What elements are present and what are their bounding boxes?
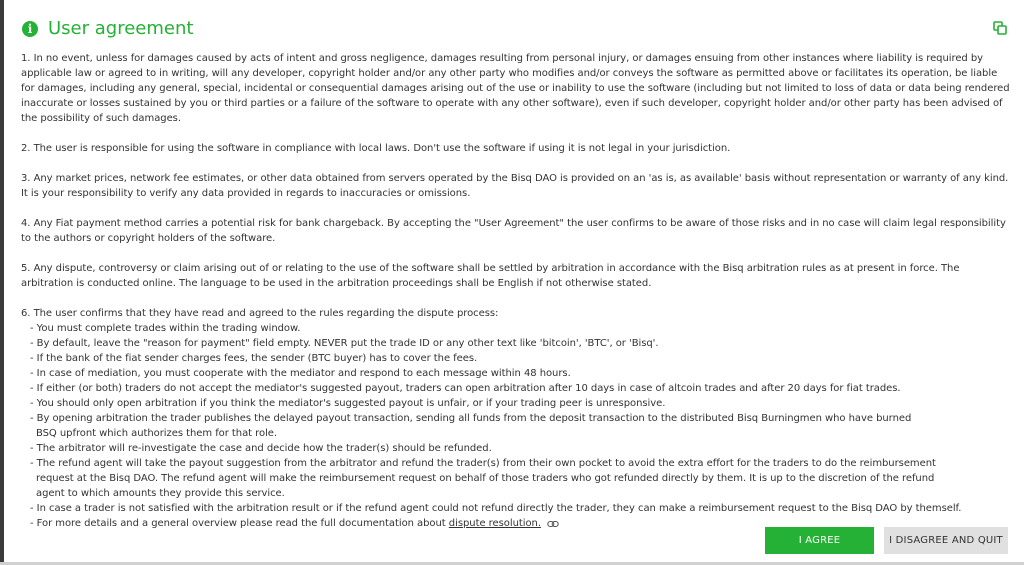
dispute-rule: - By opening arbitration the trader publishes the delayed payout transaction, sending all funds from the deposit transaction to the distributed Bisq Burningmen who have burned BSQ upfront which authorizes them for that role. <box>30 413 912 439</box>
agreement-paragraph-4: 4. Any Fiat payment method carries a potential risk for bank chargeback. By accepting the "User Agreement" the user confirms to be aware of those risks and in no case will claim legal responsibility to the authors or copyright holders of the software. <box>21 218 1006 244</box>
dispute-rule: - You should only open arbitration if you think the mediator's suggested payout is unfair, or if your trading peer is unresponsive. <box>30 398 666 409</box>
dispute-rule: - The arbitrator will re-investigate the case and decide how the trader(s) should be refunded. <box>30 443 492 454</box>
agreement-paragraph-5: 5. Any dispute, controversy or claim arising out of or relating to the use of the software shall be settled by arbitration in accordance with the Bisq arbitration rules as at present in force. The arbitration is conducted online. The language to be used in the arbitration proceedings shall be English if not otherwise stated. <box>21 263 960 289</box>
dialog-title: User agreement <box>48 18 194 39</box>
dialog-header <box>22 18 193 39</box>
agreement-paragraph-1: 1. In no event, unless for damages caused by acts of intent and gross negligence, damages resulting from personal injury, or damages ensuing from other instances where liability is required by applicable law or agreed to in writing, will any developer, copyright holder and/or any other party who modifies and/or conveys the software as permitted above or facilitates its operation, be liable for damages, including any general, special, incidental or consequential damages arising out of the use or inability to use the software (including but not limited to loss of data or data being rendered inaccurate or losses sustained by you or third parties or a failure of the software to operate with any other software), even if such developer, copyright holder and/or other party has been advised of the possibility of such damages. <box>21 53 1010 124</box>
disagree-and-quit-button[interactable]: I DISAGREE AND QUIT <box>884 527 1008 554</box>
info-icon: i <box>22 21 38 37</box>
dispute-rule: - You must complete trades within the trading window. <box>30 323 301 334</box>
dispute-rule: - In case a trader is not satisfied with the arbitration result or if the refund agent could not refund directly the trader, they can make a reimbursement request to the Bisq DAO by themself. <box>30 503 962 514</box>
dispute-rule: - In case of mediation, you must cooperate with the mediator and respond to each message within 48 hours. <box>30 368 571 379</box>
window-left-edge <box>0 0 4 565</box>
external-link-icon[interactable] <box>547 520 559 528</box>
agreement-paragraph-3: 3. Any market prices, network fee estimates, or other data obtained from servers operated by the Bisq DAO is provided on an 'as is, as available' basis without representation or warranty of any kind. It is your responsibility to verify any data provided in regards to inaccuracies or omissions. <box>21 173 1009 199</box>
agreement-paragraph-2: 2. The user is responsible for using the software in compliance with local laws. Don't use the software if using it is not legal in your jurisdiction. <box>21 143 731 154</box>
agreement-text <box>21 51 1011 531</box>
dispute-rule: - The refund agent will take the payout suggestion from the arbitrator and refund the trader(s) from their own pocket to avoid the extra effort for the traders to do the reimbursement request at the Bisq DAO. The refund agent will make the reimbursement request on behalf of those traders who got refunded directly by them. It is up to the discretion of the refund agent to which amounts they provide this service. <box>30 458 936 499</box>
agree-button[interactable]: I AGREE <box>765 527 874 554</box>
dispute-resolution-link[interactable]: dispute resolution. <box>448 518 541 529</box>
dispute-rule: - By default, leave the "reason for payment" field empty. NEVER put the trade ID or any other text like 'bitcoin', 'BTC', or 'Bisq'. <box>30 338 659 349</box>
dispute-rule: - If either (or both) traders do not accept the mediator's suggested payout, traders can open arbitration after 10 days in case of altcoin trades and after 20 days for fiat trades. <box>30 383 901 394</box>
documentation-text: - For more details and a general overview please read the full documentation about <box>30 518 449 529</box>
dispute-rules-intro: 6. The user confirms that they have read and agreed to the rules regarding the dispute process: <box>21 308 499 319</box>
dispute-rule: - If the bank of the fiat sender charges fees, the sender (BTC buyer) has to cover the fees. <box>30 353 478 364</box>
copy-icon[interactable] <box>993 21 1007 35</box>
